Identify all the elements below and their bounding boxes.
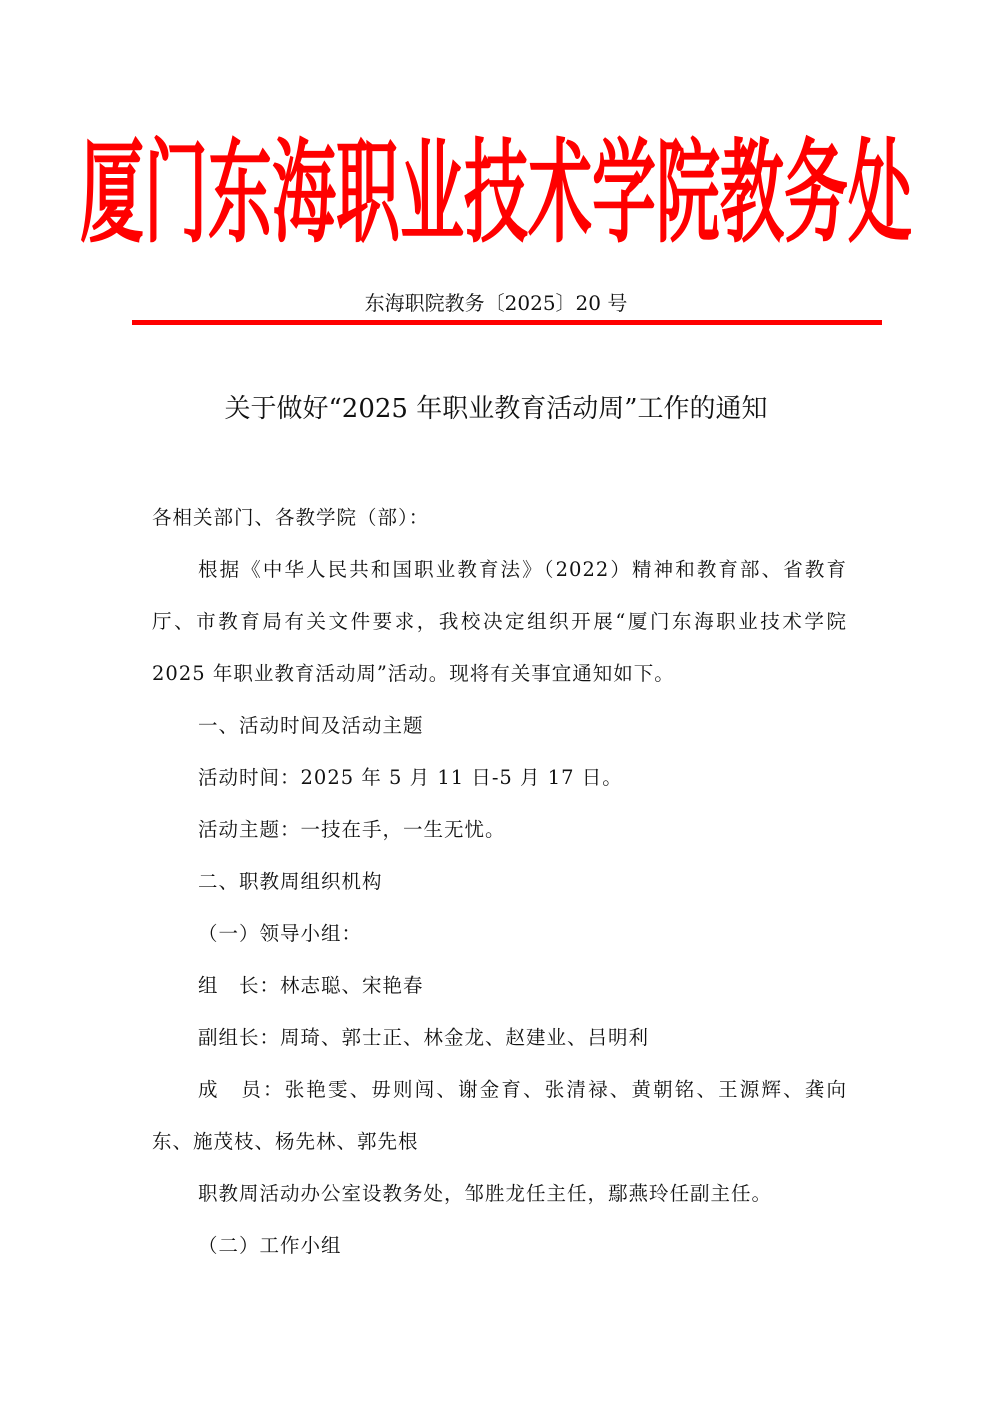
section-heading-2: 二、职教周组织机构 — [198, 870, 383, 893]
activity-theme: 活动主题：一技在手，一生无忧。 — [198, 818, 506, 841]
intro-paragraph: 根据《中华人民共和国职业教育法》（2022）精神和教育部、省教育厅、市教育局有关文件要求，我校决定组织开展“厦门东海职业技术学院 2025 年职业教育活动周”活动。现将有关事宜通知如下。 — [152, 558, 847, 685]
subsection-leadership: （一）领导小组： — [198, 922, 363, 945]
masthead-title: 厦门东海职业技术学院教务处 — [80, 129, 912, 260]
section-heading-1: 一、活动时间及活动主题 — [198, 714, 424, 737]
leader-line: 组 长：林志聪、宋艳春 — [198, 974, 424, 997]
notice-title: 关于做好“2025 年职业教育活动周”工作的通知 — [224, 394, 768, 424]
notice-body — [152, 492, 847, 1272]
subsection-working-group: （二）工作小组 — [198, 1234, 342, 1257]
members-line: 成 员：张艳雯、毋则闯、谢金育、张清禄、黄朝铭、王源辉、龚向东、施茂枝、杨先林、郭先根 — [152, 1078, 847, 1153]
red-divider-rule — [132, 320, 882, 325]
office-line: 职教周活动办公室设教务处，邹胜龙任主任，鄢燕玲任副主任。 — [198, 1182, 773, 1205]
deputy-leader-line: 副组长：周琦、郭士正、林金龙、赵建业、吕明利 — [198, 1026, 650, 1049]
salutation: 各相关部门、各教学院（部）： — [152, 506, 430, 529]
document-number: 东海职院教务〔2025〕20 号 — [364, 291, 628, 315]
activity-time: 活动时间：2025 年 5 月 11 日-5 月 17 日。 — [198, 766, 623, 789]
